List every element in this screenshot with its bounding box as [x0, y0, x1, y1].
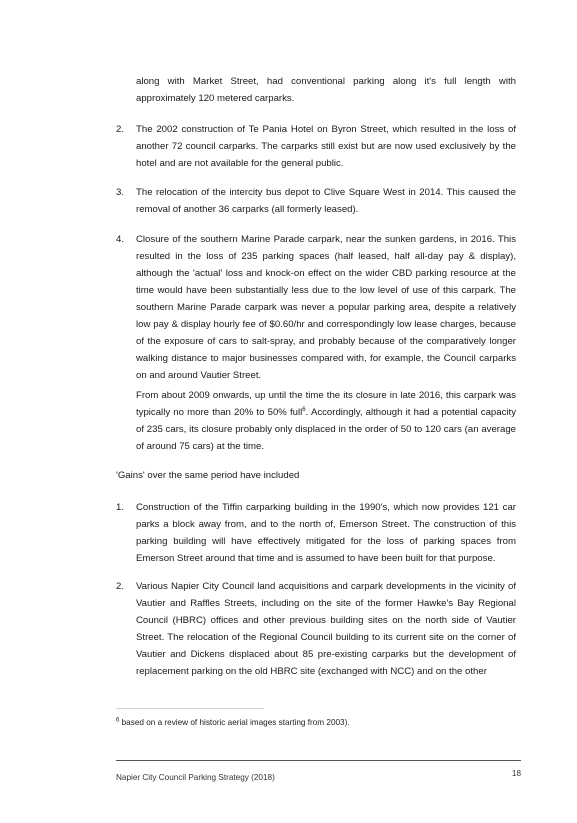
footnote-reference: 6 [302, 406, 306, 413]
list-item-text: Closure of the southern Marine Parade carpark, near the sunken gardens, in 2016. This resulted in the loss of 235 parking spaces (half leased, half all-day pay & display), although the 'actual' loss and knock-on effect on the wider CBD parking resource at the time would have been substantially less due to the low level of use of this carpark. The southern Marine Parade carpark was never a popular parking area, despite a relatively low pay & display hourly fee of $0.60/hr and correspondingly low lease charges, because of the exposure of cars to salt-spray, and probably because of the comparatively longer walking distance to major businesses compared with, for example, the Council carparks on and around Vautier Street. [136, 234, 516, 381]
list-number: 4. [116, 234, 125, 245]
list-number: 2. [116, 124, 125, 135]
list-number: 3. [116, 187, 125, 198]
gains-lead-text: 'Gains' over the same period have included [116, 470, 300, 481]
footnote [116, 717, 350, 729]
text-run: . Accordingly, although it had a potential capacity of 235 cars, its closure probably only displaced in the order of 50 to 120 cars (an average of around 75 cars) at the time. [136, 407, 516, 452]
list-item-text: Various Napier City Council land acquisitions and carpark developments in the vicinity of Vautier and Raffles Streets, including on the site of the former Hawke's Bay Regional Council (HBRC) offices and other previous building sites on the north side of Vautier Street. The relocation of the Regional Council building to its current site on the corner of Vautier and Dickens displaced about 85 pre-existing carparks but the development of replacement parking on the old HBRC site (exchanged with NCC) and on the other [136, 581, 516, 677]
page-number: 18 [511, 769, 521, 778]
footnote-text: based on a review of historic aerial images starting from 2003). [119, 718, 350, 727]
list-item-text: Construction of the Tiffin carparking building in the 1990's, which now provides 121 car parks a block away from, and to the north of, Emerson Street. The construction of this parking building will have effectively mitigated for the loss of parking spaces from Emerson Street around that time and is assumed to have been built for that purpose. [136, 502, 516, 564]
list-item-text: The relocation of the intercity bus depot to Clive Square West in 2014. This caused the removal of another 36 carparks (all formerly leased). [136, 187, 516, 215]
list-number: 2. [116, 581, 125, 592]
list-number: 1. [116, 502, 125, 513]
footnote-divider [116, 708, 264, 709]
list-item-text: The 2002 construction of Te Pania Hotel on Byron Street, which resulted in the loss of another 72 council carparks. The carparks still exist but are now used exclusively by the hotel and are not available for the general public. [136, 124, 516, 169]
list-item-text-continued [136, 387, 516, 455]
footer-divider [116, 760, 521, 761]
footnote-marker: 6 [116, 717, 120, 724]
continuation-paragraph: along with Market Street, had conventional parking along it's full length with approximately 120 metered carparks. [136, 76, 516, 104]
footer-title: Napier City Council Parking Strategy (2018) [116, 773, 275, 782]
text-run: From about 2009 onwards, up until the time the its closure in late 2016, this carpark was typically no more than 20% to 50% full [136, 390, 516, 418]
